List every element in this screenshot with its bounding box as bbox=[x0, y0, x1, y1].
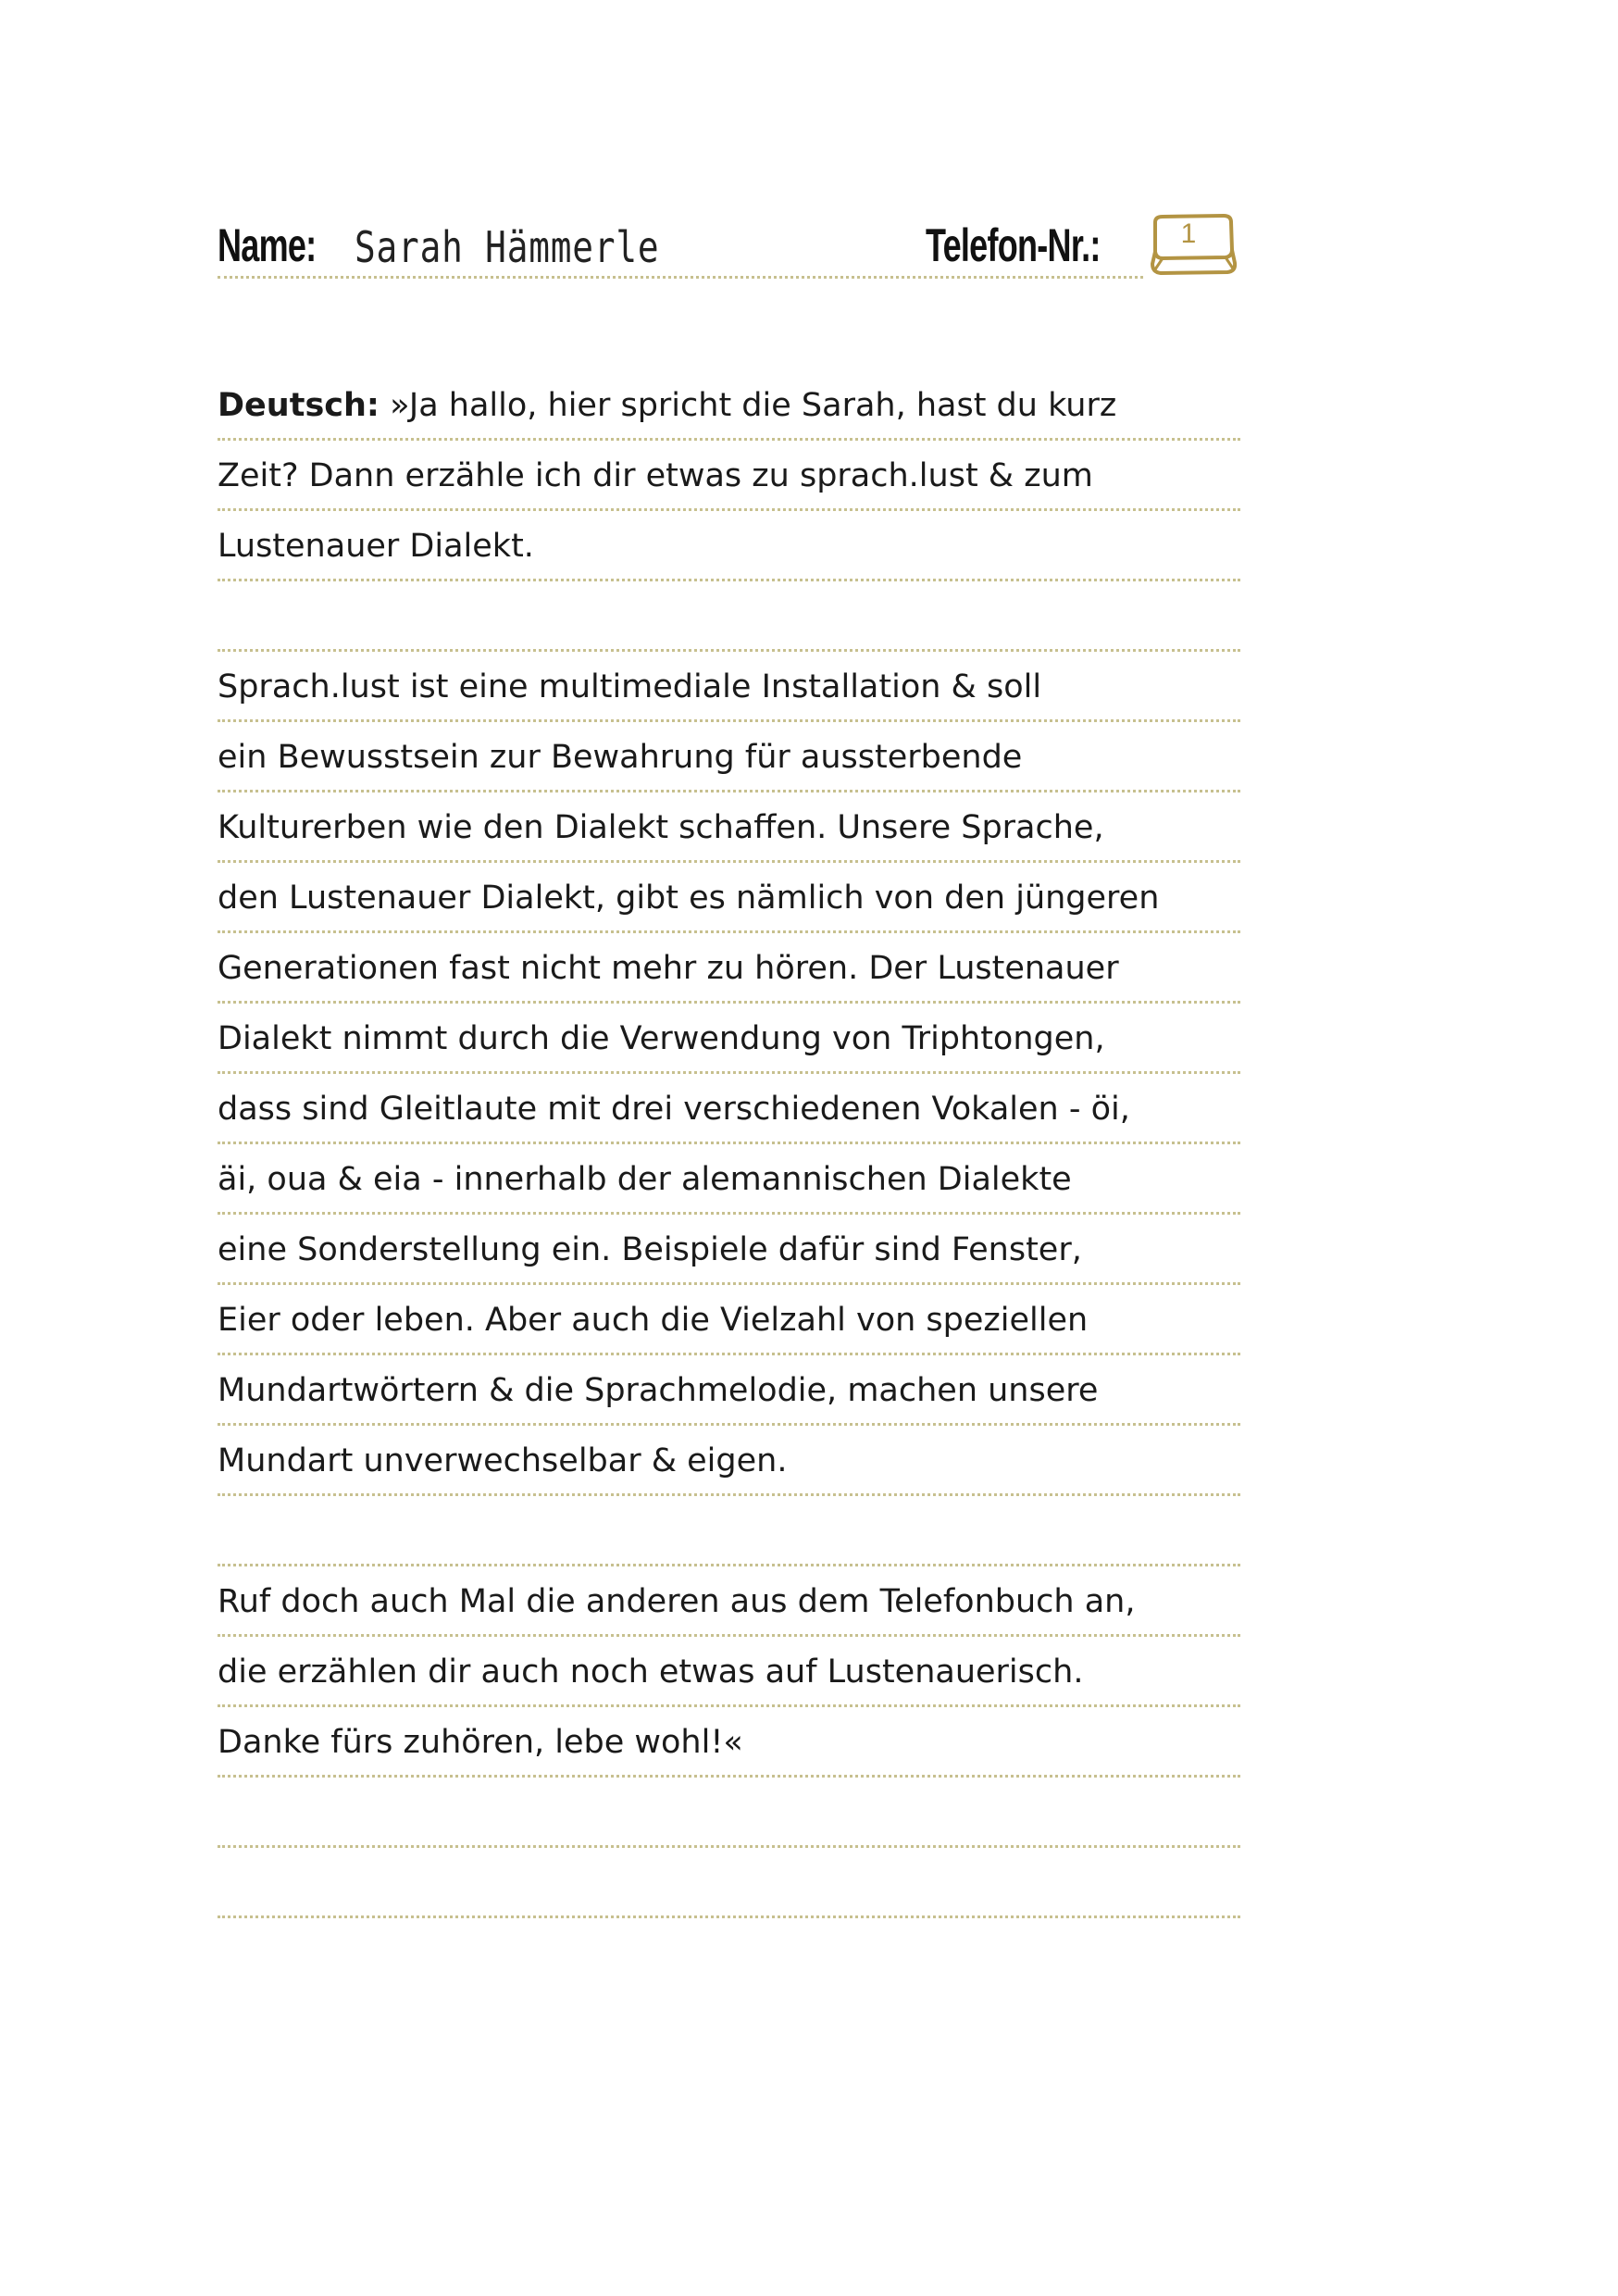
text-line: den Lustenauer Dialekt, gibt es nämlich von den jüngeren bbox=[218, 863, 1240, 933]
text-line bbox=[218, 1496, 1240, 1566]
name-label: Name: bbox=[218, 219, 317, 271]
text-line: die erzählen dir auch noch etwas auf Lustenauerisch. bbox=[218, 1637, 1240, 1707]
text-line: Eier oder leben. Aber auch die Vielzahl von speziellen bbox=[218, 1285, 1240, 1355]
text-line: Mundartwörtern & die Sprachmelodie, machen unsere bbox=[218, 1355, 1240, 1426]
text-line: Kulturerben wie den Dialekt schaffen. Unsere Sprache, bbox=[218, 792, 1240, 863]
text-line: Generationen fast nicht mehr zu hören. Der Lustenauer bbox=[218, 933, 1240, 1004]
header-dotted-line bbox=[218, 276, 1143, 279]
message-text bbox=[218, 370, 1240, 1918]
text-line: Sprach.lust ist eine multimediale Installation & soll bbox=[218, 652, 1240, 722]
text-line bbox=[218, 581, 1240, 652]
phone-key-icon bbox=[1148, 213, 1240, 287]
text-line: dass sind Gleitlaute mit drei verschiedenen Vokalen - öi, bbox=[218, 1074, 1240, 1144]
intro-label: Deutsch: bbox=[218, 387, 380, 424]
text-line: äi, oua & eia - innerhalb der alemannischen Dialekte bbox=[218, 1144, 1240, 1215]
phone-key-number: 1 bbox=[1180, 218, 1197, 249]
text-line: Dialekt nimmt durch die Verwendung von Triphtongen, bbox=[218, 1004, 1240, 1074]
text-line: Ruf doch auch Mal die anderen aus dem Telefonbuch an, bbox=[218, 1566, 1240, 1637]
text-line: ein Bewusstsein zur Bewahrung für aussterbende bbox=[218, 722, 1240, 792]
header bbox=[218, 213, 1245, 296]
text-line: Mundart unverwechselbar & eigen. bbox=[218, 1426, 1240, 1496]
line-text: »Ja hallo, hier spricht die Sarah, hast du kurz bbox=[390, 387, 1117, 424]
text-line: Lustenauer Dialekt. bbox=[218, 511, 1240, 581]
phone-label: Telefon-Nr.: bbox=[926, 219, 1101, 271]
text-line bbox=[218, 1778, 1240, 1848]
text-line: Danke fürs zuhören, lebe wohl!« bbox=[218, 1707, 1240, 1778]
text-line bbox=[218, 370, 1240, 441]
text-line: eine Sonderstellung ein. Beispiele dafür sind Fenster, bbox=[218, 1215, 1240, 1285]
name-value: Sarah Hämmerle bbox=[355, 222, 660, 272]
text-line bbox=[218, 1848, 1240, 1918]
text-line: Zeit? Dann erzähle ich dir etwas zu sprach.lust & zum bbox=[218, 441, 1240, 511]
